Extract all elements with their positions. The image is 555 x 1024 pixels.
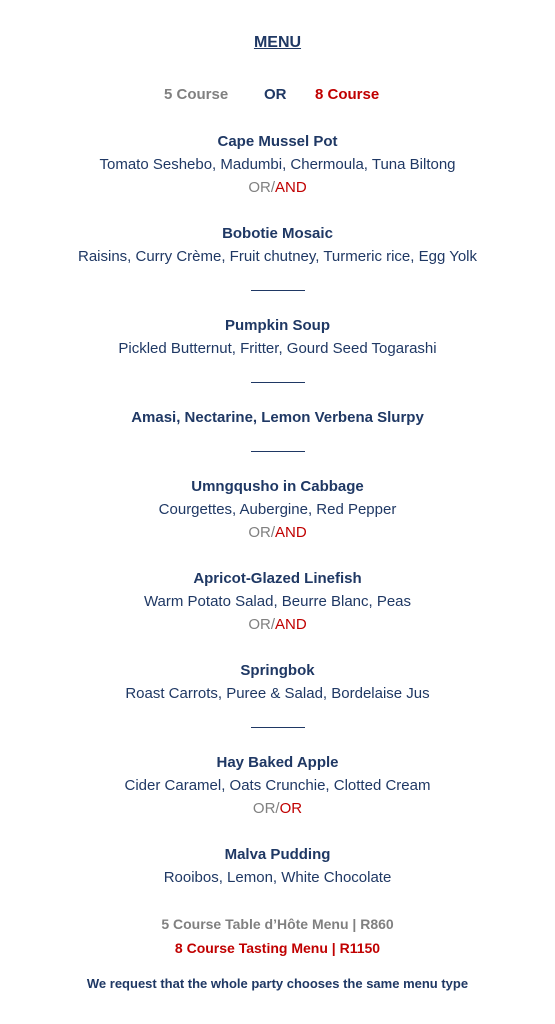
dish-name: Hay Baked Apple: [216, 754, 339, 771]
or-and-connector: [0, 176, 555, 199]
menu-item: [0, 567, 555, 636]
menu-item: [0, 751, 555, 820]
dish-description: Raisins, Curry Crème, Fruit chutney, Turmeric rice, Egg Yolk: [77, 248, 478, 265]
or-and-connector: [0, 521, 555, 544]
dish-description: Rooibos, Lemon, White Chocolate: [163, 869, 392, 886]
join-slash: /: [270, 179, 275, 196]
join-and: AND: [275, 179, 307, 196]
or-or-connector: [0, 797, 555, 820]
join-or: OR: [248, 524, 271, 541]
or-and-connector: [0, 613, 555, 636]
join-or: OR: [252, 800, 276, 817]
option-or: OR: [264, 86, 287, 103]
dish-name: Malva Pudding: [224, 846, 331, 863]
option-5-course: 5 Course: [164, 86, 229, 103]
price-5-course: 5 Course Table d’Hôte Menu | R860: [161, 916, 394, 932]
course-options: [0, 86, 555, 106]
dish-description: Cider Caramel, Oats Crunchie, Clotted Cream: [124, 777, 431, 794]
dish-description: Pickled Butternut, Fritter, Gourd Seed Togarashi: [118, 340, 437, 357]
dish-name: Pumpkin Soup: [225, 317, 330, 334]
dish-name: Amasi, Nectarine, Lemon Verbena Slurpy: [131, 409, 424, 426]
join-slash: /: [275, 800, 280, 817]
price-8-course: 8 Course Tasting Menu | R1150: [174, 940, 381, 956]
menu-item: [0, 843, 555, 889]
join-slash: /: [270, 524, 275, 541]
party-note: We request that the whole party chooses the same menu type: [86, 976, 469, 991]
dish-name: Cape Mussel Pot: [217, 133, 338, 150]
join-or-red: OR: [279, 800, 303, 817]
join-and: AND: [275, 524, 307, 541]
menu-item: [0, 406, 555, 429]
dish-description: Tomato Seshebo, Madumbi, Chermoula, Tuna Biltong: [99, 156, 456, 173]
join-and: AND: [275, 616, 307, 633]
dish-description: Warm Potato Salad, Beurre Blanc, Peas: [143, 593, 412, 610]
dish-name: Apricot-Glazed Linefish: [193, 570, 362, 587]
dish-description: Courgettes, Aubergine, Red Pepper: [158, 501, 397, 518]
menu-item: [0, 475, 555, 544]
dish-description: Roast Carrots, Puree & Salad, Bordelaise Jus: [125, 685, 430, 702]
menu-list: [0, 130, 555, 889]
menu-item: [0, 222, 555, 268]
join-or: OR: [248, 616, 271, 633]
menu-item: [0, 314, 555, 360]
join-or: OR: [248, 179, 271, 196]
dish-name: Umngqusho in Cabbage: [191, 478, 364, 495]
option-8-course: 8 Course: [315, 86, 380, 103]
menu-item: [0, 659, 555, 705]
dish-name: Bobotie Mosaic: [222, 225, 333, 242]
dish-name: Springbok: [240, 662, 315, 679]
join-slash: /: [270, 616, 275, 633]
menu-item: [0, 130, 555, 199]
menu-title: MENU: [253, 34, 302, 51]
